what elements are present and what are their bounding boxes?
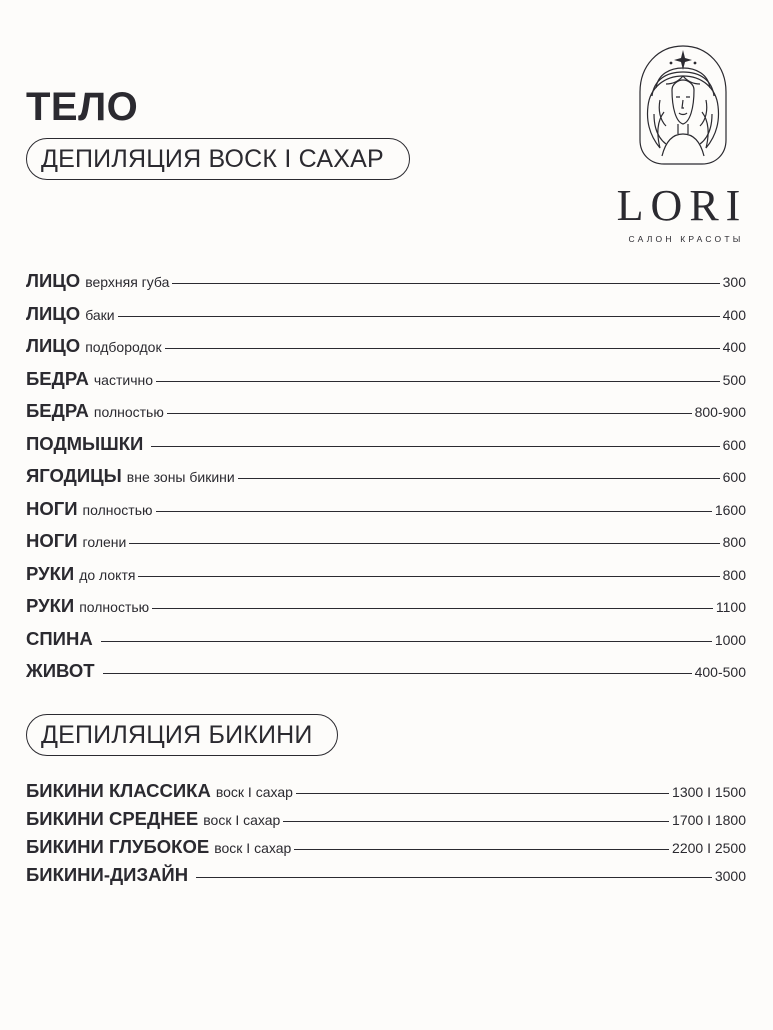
service-note: подбородок [85,339,162,355]
dotted-leader [156,511,712,512]
service-note: голени [82,534,127,550]
dotted-leader [103,673,692,674]
service-name: БЕДРА [26,367,89,389]
service-price: 800-900 [694,404,746,420]
price-row [26,530,746,563]
service-price: 600 [722,436,746,453]
service-name: ЛИЦО [26,335,81,356]
price-row [26,400,746,433]
service-name: ЛИЦО [26,270,81,291]
service-price: 1000 [714,631,746,648]
service-name: РУКИ [26,562,75,584]
service-name: ЛИЦО [26,302,81,324]
section-title-bikini: ДЕПИЛЯЦИЯ БИКИНИ [26,714,338,756]
dotted-leader [151,446,719,447]
price-row [26,368,746,401]
service-name: НОГИ [26,530,78,551]
service-name: РУКИ [26,595,75,616]
service-note: полностью [93,404,164,420]
price-row [26,660,746,693]
price-row [26,563,746,596]
dotted-leader [294,849,669,850]
service-name: ЖИВОТ [26,660,95,681]
service-price: 1100 [715,599,746,615]
price-row [26,595,746,628]
price-row [26,335,746,368]
dotted-leader [101,641,712,642]
service-name: БИКИНИ СРЕДНЕЕ [26,808,199,829]
dotted-leader [165,348,720,349]
dotted-leader [152,608,713,609]
service-price: 800 [722,534,746,550]
service-name: ПОДМЫШКИ [26,432,144,454]
brand-logo [612,44,752,254]
service-name: НОГИ [26,497,78,519]
price-row [26,303,746,336]
service-note: полностью [79,599,150,615]
dotted-leader [138,576,719,577]
service-price: 1300 I 1500 [672,784,746,800]
dotted-leader [172,283,719,284]
service-name: БИКИНИ ГЛУБОКОЕ [26,836,210,857]
service-price: 600 [722,469,746,485]
price-row [26,270,746,303]
service-name: СПИНА [26,627,93,649]
service-note: воск I сахар [214,840,292,856]
page-title: ТЕЛО [26,85,139,129]
brand-tagline: САЛОН КРАСОТЫ [628,234,744,244]
dotted-leader [296,793,669,794]
price-row [26,433,746,466]
service-note: верхняя губа [85,274,170,290]
service-price: 1600 [714,501,746,518]
service-name: БИКИНИ КЛАССИКА [26,780,211,801]
service-note: воск I сахар [203,812,281,828]
service-price: 1700 I 1800 [672,812,746,828]
price-row [26,808,746,836]
brand-name: LORI [616,181,748,230]
price-row [26,498,746,531]
service-note: частично [93,371,154,388]
service-price: 400 [722,306,746,323]
dotted-leader [156,381,720,382]
dotted-leader [118,316,720,317]
dotted-leader [196,877,712,878]
price-list-bikini [26,780,746,892]
price-row [26,465,746,498]
service-note: баки [85,306,115,323]
service-price: 3000 [714,868,746,884]
price-row [26,628,746,661]
dotted-leader [129,543,719,544]
service-price: 500 [722,371,746,388]
service-name: ЯГОДИЦЫ [26,465,122,486]
price-row [26,864,746,892]
service-price: 400 [722,339,746,355]
service-note: полностью [82,501,153,518]
service-price: 800 [722,566,746,583]
price-row [26,836,746,864]
service-name: БЕДРА [26,400,89,421]
service-name: БИКИНИ-ДИЗАЙН [26,864,189,885]
service-note: воск I сахар [215,784,293,800]
service-note: вне зоны бикини [126,469,235,485]
dotted-leader [167,413,692,414]
dotted-leader [238,478,720,479]
section-title-wax-sugar: ДЕПИЛЯЦИЯ ВОСК I САХАР [26,138,410,180]
service-price: 2200 I 2500 [672,840,746,856]
price-list-wax-sugar [26,270,746,693]
price-row [26,780,746,808]
service-note: до локтя [79,566,136,583]
service-price: 300 [722,274,746,290]
dotted-leader [283,821,669,822]
woman-emblem-icon [638,44,728,166]
service-price: 400-500 [694,664,746,680]
